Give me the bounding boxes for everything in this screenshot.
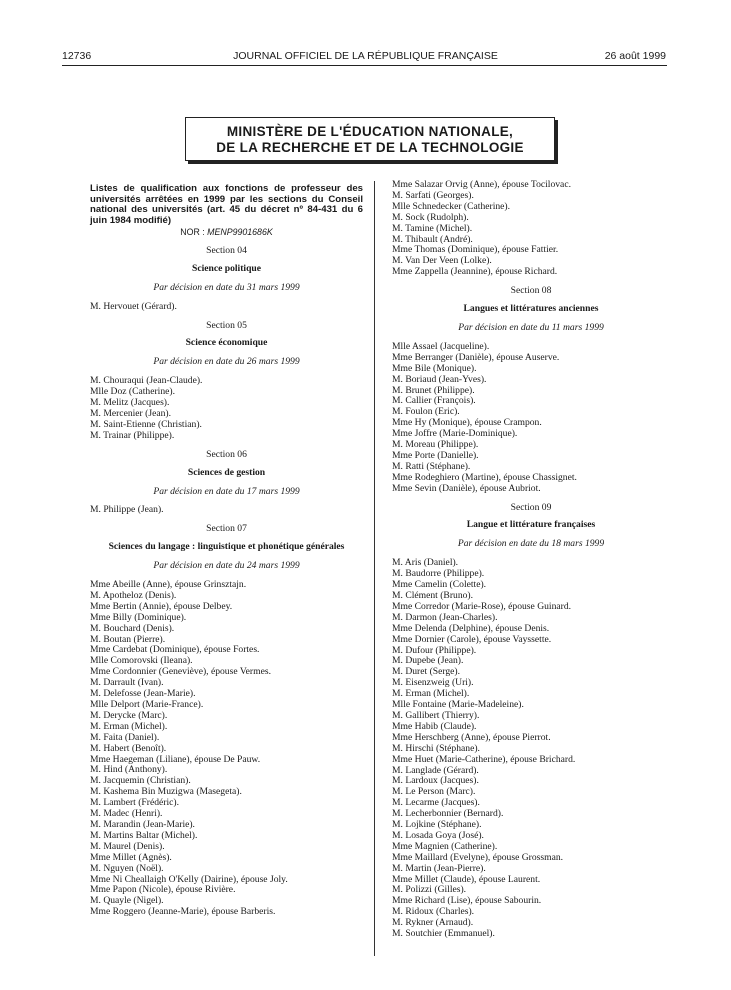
name-list <box>90 505 363 516</box>
list-item: M. Brunet (Philippe). <box>392 384 475 396</box>
list-item: M. Moreau (Philippe). <box>392 439 479 451</box>
section-number: Section 06 <box>206 448 247 460</box>
nor-label: NOR : <box>180 227 205 237</box>
list-item: Mlle Fontaine (Marie-Madeleine). <box>392 699 524 711</box>
list-item: M. Callier (François). <box>392 395 476 407</box>
section-block <box>90 321 363 442</box>
list-item: M. Martin (Jean-Pierre). <box>392 862 486 874</box>
list-item: M. Tamine (Michel). <box>392 222 473 234</box>
list-item: Mme Zappella (Jeannine), épouse Richard. <box>392 266 558 278</box>
list-item: M. Langlade (Gérard). <box>392 764 479 776</box>
list-item: M. Lecarme (Jacques). <box>392 797 480 809</box>
list-item: Mme Delenda (Delphine), épouse Denis. <box>392 622 550 634</box>
continued-list <box>392 180 670 278</box>
list-item: Mme Huet (Marie-Catherine), épouse Brichard. <box>392 753 576 765</box>
decision-date: Par décision en date du 31 mars 1999 <box>153 281 300 293</box>
list-item: M. Foulon (Eric). <box>392 406 460 418</box>
section-name: Langues et littératures anciennes <box>463 303 599 315</box>
list-item: M. Lambert (Frédéric). <box>90 797 179 809</box>
list-item: Mme Millet (Agnès). <box>90 851 172 863</box>
list-item: Mme Porte (Danielle). <box>392 449 479 461</box>
section-block <box>90 246 363 313</box>
list-item: Mme Camelin (Colette). <box>392 579 487 591</box>
journal-title: JOURNAL OFFICIEL DE LA RÉPUBLIQUE FRANÇAISE <box>233 50 498 62</box>
left-column <box>90 184 363 918</box>
section-name: Science économique <box>185 337 268 349</box>
list-item: Mlle Doz (Catherine). <box>90 386 175 398</box>
list-item: Mme Haegeman (Liliane), épouse De Pauw. <box>90 753 261 765</box>
decision-date: Par décision en date du 24 mars 1999 <box>153 560 300 572</box>
list-item: M. Philippe (Jean). <box>90 504 164 516</box>
nor-reference <box>90 227 363 238</box>
list-item: Mme Bile (Monique). <box>392 362 477 374</box>
list-item: M. Dupebe (Jean). <box>392 655 464 667</box>
list-item: M. Hind (Anthony). <box>90 764 168 776</box>
list-item: M. Eisenzweig (Uri). <box>392 677 474 689</box>
section-block <box>90 524 363 918</box>
list-item: Mme Hy (Monique), épouse Crampon. <box>392 417 542 429</box>
decision-date: Par décision en date du 17 mars 1999 <box>153 485 300 497</box>
list-item: M. Van Der Veen (Lolke). <box>392 255 492 267</box>
list-item: Mme Corredor (Marie-Rose), épouse Guinard. <box>392 600 572 612</box>
list-item: Mme Maillard (Evelyne), épouse Grossman. <box>392 851 564 863</box>
column-divider <box>374 181 375 956</box>
list-item: M. Thibault (André). <box>392 233 473 245</box>
list-item: Mme Richard (Lise), épouse Sabourin. <box>392 895 542 907</box>
list-item: M. Maurel (Denis). <box>90 840 165 852</box>
list-item: M. Lardoux (Jacques). <box>392 775 479 787</box>
list-item: M. Sarfati (Georges). <box>392 189 474 201</box>
list-item: M. Martins Baltar (Michel). <box>90 829 198 841</box>
list-item: M. Habert (Benoît). <box>90 742 167 754</box>
list-item: M. Le Person (Marc). <box>392 786 476 798</box>
section-block <box>392 503 670 940</box>
list-item: M. Darmon (Jean-Charles). <box>392 611 498 623</box>
nor-code: MENP9901686K <box>207 227 273 237</box>
section-number: Section 09 <box>510 501 552 513</box>
decision-date: Par décision en date du 26 mars 1999 <box>153 356 300 368</box>
list-item: M. Aris (Daniel). <box>392 557 459 569</box>
list-item: M. Polizzi (Gilles). <box>392 884 467 896</box>
section-block <box>90 450 363 517</box>
right-column <box>392 180 670 940</box>
list-item: M. Kashema Bin Muzigwa (Masegeta). <box>90 786 242 798</box>
name-list <box>90 580 363 918</box>
list-item: M. Losada Goya (José). <box>392 829 484 841</box>
ministry-line-2: DE LA RECHERCHE ET DE LA TECHNOLOGIE <box>216 140 524 155</box>
list-item: Mme Papon (Nicole), épouse Rivière. <box>90 884 236 896</box>
ministry-title-box <box>185 117 555 161</box>
list-item: Mme Berranger (Danièle), épouse Auserve. <box>392 351 560 363</box>
list-item: M. Dufour (Philippe). <box>392 644 477 656</box>
list-item: Mlle Comorovski (Ileana). <box>90 655 193 667</box>
list-item: M. Gallibert (Thierry). <box>392 709 480 721</box>
name-list <box>392 342 670 495</box>
list-item: M. Delefosse (Jean-Marie). <box>90 688 196 700</box>
list-item: Mme Magnien (Catherine). <box>392 840 498 852</box>
list-item: M. Bouchard (Denis). <box>90 622 175 634</box>
page-number: 12736 <box>62 50 92 62</box>
list-item: M. Chouraqui (Jean-Claude). <box>90 375 203 387</box>
list-item: M. Nguyen (Noël). <box>90 862 164 874</box>
list-item: Mme Ni Cheallaigh O'Kelly (Dairine), épouse Joly. <box>90 873 288 885</box>
section-name: Sciences de gestion <box>187 466 266 478</box>
list-item: M. Saint-Etienne (Christian). <box>90 418 202 430</box>
section-number: Section 04 <box>206 244 247 256</box>
decision-date: Par décision en date du 11 mars 1999 <box>458 321 604 333</box>
ministry-line-1: MINISTÈRE DE L'ÉDUCATION NATIONALE, <box>226 124 514 139</box>
section-name: Science politique <box>191 262 262 274</box>
list-item: M. Jacquemin (Christian). <box>90 775 191 787</box>
list-item: Mme Joffre (Marie-Dominique). <box>392 428 518 440</box>
list-item: Mme Bertin (Annie), épouse Delbey. <box>90 600 233 612</box>
list-item: Mme Salazar Orvig (Anne), épouse Tocilovac. <box>392 179 571 190</box>
name-list <box>90 302 363 313</box>
list-item: Mme Billy (Dominique). <box>90 611 187 623</box>
list-item: M. Ridoux (Charles). <box>392 906 475 918</box>
decree-intro: Listes de qualification aux fonctions de professeur des universités arrêtées en 1999 par les sections du Conseil national des universités (art. 45 du décret nº 84-431 du 6 juin 1984 modifié) <box>90 183 363 226</box>
list-item: M. Sock (Rudolph). <box>392 211 469 223</box>
list-item: Mme Dornier (Carole), épouse Vayssette. <box>392 633 552 645</box>
header-rule <box>62 65 667 66</box>
list-item: M. Soutchier (Emmanuel). <box>392 928 495 940</box>
list-item: M. Erman (Michel). <box>392 688 470 700</box>
list-item: M. Boutan (Pierre). <box>90 633 166 645</box>
list-item: Mme Millet (Claude), épouse Laurent. <box>392 873 541 885</box>
list-item: Mme Rodeghiero (Martine), épouse Chassignet. <box>392 471 577 483</box>
list-item: M. Lecherbonnier (Bernard). <box>392 808 504 820</box>
list-item: Mme Sevin (Danièle), épouse Aubriot. <box>392 482 541 494</box>
list-item: M. Boriaud (Jean-Yves). <box>392 373 487 385</box>
list-item: M. Trainar (Philippe). <box>90 429 175 441</box>
list-item: Mme Cardebat (Dominique), épouse Fortes. <box>90 644 260 656</box>
right-sections <box>392 286 670 940</box>
list-item: Mlle Delport (Marie-France). <box>90 699 204 710</box>
list-item: M. Baudorre (Philippe). <box>392 568 485 580</box>
list-item: M. Duret (Serge). <box>392 666 461 678</box>
section-block <box>392 286 670 494</box>
decision-date: Par décision en date du 18 mars 1999 <box>457 538 605 550</box>
list-item: M. Melitz (Jacques). <box>90 397 170 409</box>
list-item: Mme Roggero (Jeanne-Marie), épouse Barberis. <box>90 906 276 918</box>
list-item: M. Madec (Henri). <box>90 808 163 820</box>
list-item: Mme Herschberg (Anne), épouse Pierrot. <box>392 731 551 743</box>
list-item: Mme Cordonnier (Geneviève), épouse Vermes. <box>90 666 271 678</box>
left-sections <box>90 246 363 918</box>
name-list <box>90 376 363 441</box>
list-item: M. Hirschi (Stéphane). <box>392 742 480 754</box>
list-item: M. Erman (Michel). <box>90 720 168 732</box>
publication-date: 26 août 1999 <box>604 50 666 62</box>
list-item: Mme Habib (Claude). <box>392 720 477 732</box>
section-number: Section 08 <box>510 285 552 297</box>
list-item: Mlle Assael (Jacqueline). <box>392 340 490 352</box>
name-list <box>392 558 670 940</box>
list-item: Mlle Schnedecker (Catherine). <box>392 200 511 212</box>
list-item: M. Derycke (Marc). <box>90 709 168 721</box>
list-item: M. Darrault (Ivan). <box>90 677 164 689</box>
list-item: M. Hervouet (Gérard). <box>90 300 177 312</box>
list-item: Mme Abeille (Anne), épouse Grinsztajn. <box>90 579 247 591</box>
list-item: M. Ratti (Stéphane). <box>392 460 471 472</box>
section-number: Section 07 <box>206 523 247 535</box>
list-item: M. Marandin (Jean-Marie). <box>90 818 195 830</box>
section-number: Section 05 <box>206 319 247 331</box>
section-name: Sciences du langage : linguistique et phonétique générales <box>108 541 345 553</box>
list-item: M. Rykner (Arnaud). <box>392 917 474 929</box>
list-item: M. Clément (Bruno). <box>392 590 474 601</box>
list-item: M. Apotheloz (Denis). <box>90 589 177 601</box>
list-item: M. Faita (Daniel). <box>90 731 160 743</box>
list-item: M. Mercenier (Jean). <box>90 407 171 419</box>
section-name: Langue et littérature françaises <box>466 519 596 531</box>
list-item: M. Quayle (Nigel). <box>90 895 164 907</box>
list-item: Mme Thomas (Dominique), épouse Fattier. <box>392 244 559 256</box>
list-item: M. Lojkine (Stéphane). <box>392 819 482 831</box>
